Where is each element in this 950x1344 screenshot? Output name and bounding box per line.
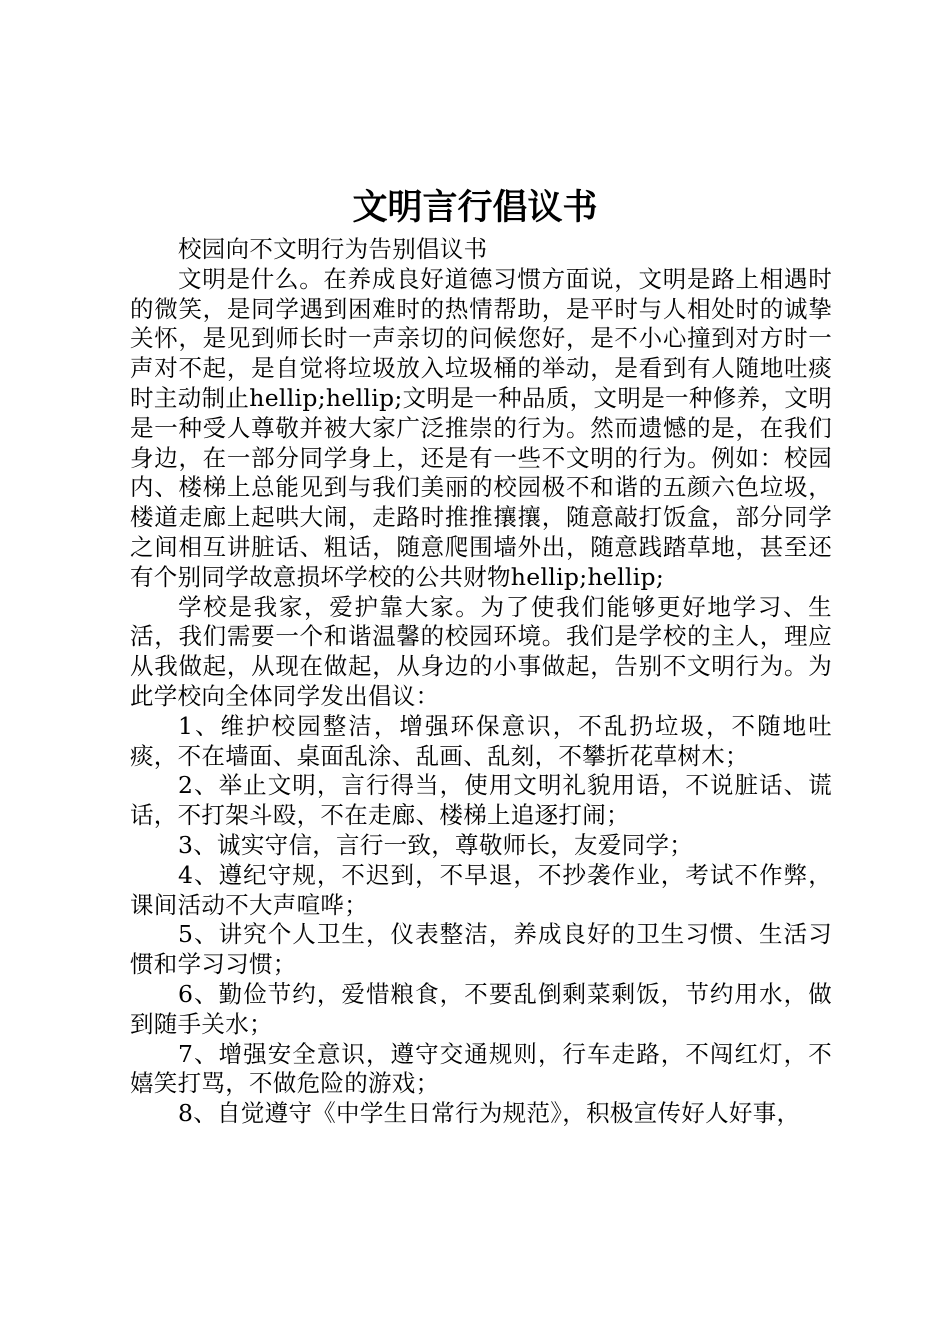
list-item-7: 7、增强安全意识，遵守交通规则，行车走路，不闯红灯，不嬉笑打骂，不做危险的游戏； <box>130 1039 832 1098</box>
list-item-3: 3、诚实守信，言行一致，尊敬师长，友爱同学； <box>178 830 694 859</box>
list-item-8: 8、自觉遵守《中学生日常行为规范》，积极宣传好人好事， <box>178 1099 801 1128</box>
list-item-1: 1、维护校园整洁，增强环保意识，不乱扔垃圾，不随地吐痰，不在墙面、桌面乱涂、乱画、乱刻，不攀折花草树木； <box>130 711 832 770</box>
paragraph-what-is-civility: 文明是什么。在养成良好道德习惯方面说，文明是路上相遇时的微笑，是同学遇到困难时的热情帮助，是平时与人相处时的诚挚关怀，是见到师长时一声亲切的问候您好，是不小心撞到对方时一声对不起，是自觉将垃圾放入垃圾桶的举动，是看到有人随地吐痰时主动制止hellip;hellip;文明是一种品质，文明是一种修养，文明是一种受人尊敬并被大家广泛推崇的行为。然而遗憾的是，在我们身边，在一部分同学身上，还是有一些不文明的行为。例如：校园内、楼梯上总能见到与我们美丽的校园极不和谐的五颜六色垃圾，楼道走廊上起哄大闹，走路时推推攘攘，随意敲打饭盒，部分同学之间相互讲脏话、粗话，随意爬围墙外出，随意践踏草地，甚至还有个别同学故意损坏学校的公共财物hellip;hellip; <box>130 264 832 591</box>
list-item-6: 6、勤俭节约，爱惜粮食，不要乱倒剩菜剩饭，节约用水，做到随手关水； <box>130 979 832 1038</box>
document-body <box>130 235 832 1129</box>
paragraph-school-is-home: 学校是我家，爱护靠大家。为了使我们能够更好地学习、生活，我们需要一个和谐温馨的校园环境。我们是学校的主人，理应从我做起，从现在做起，从身边的小事做起，告别不文明行为。为此学校向全体同学发出倡议： <box>130 592 832 710</box>
paragraph-subtitle: 校园向不文明行为告别倡议书 <box>178 235 488 263</box>
list-item-2: 2、举止文明，言行得当，使用文明礼貌用语，不说脏话、谎话，不打架斗殴，不在走廊、楼梯上追逐打闹； <box>130 771 832 830</box>
list-item-5: 5、讲究个人卫生，仪表整洁，养成良好的卫生习惯、生活习惯和学习习惯； <box>130 920 832 979</box>
list-item-4: 4、遵纪守规，不迟到，不早退，不抄袭作业，考试不作弊，课间活动不大声喧哗； <box>130 860 832 919</box>
document-title: 文明言行倡议书 <box>352 188 598 228</box>
